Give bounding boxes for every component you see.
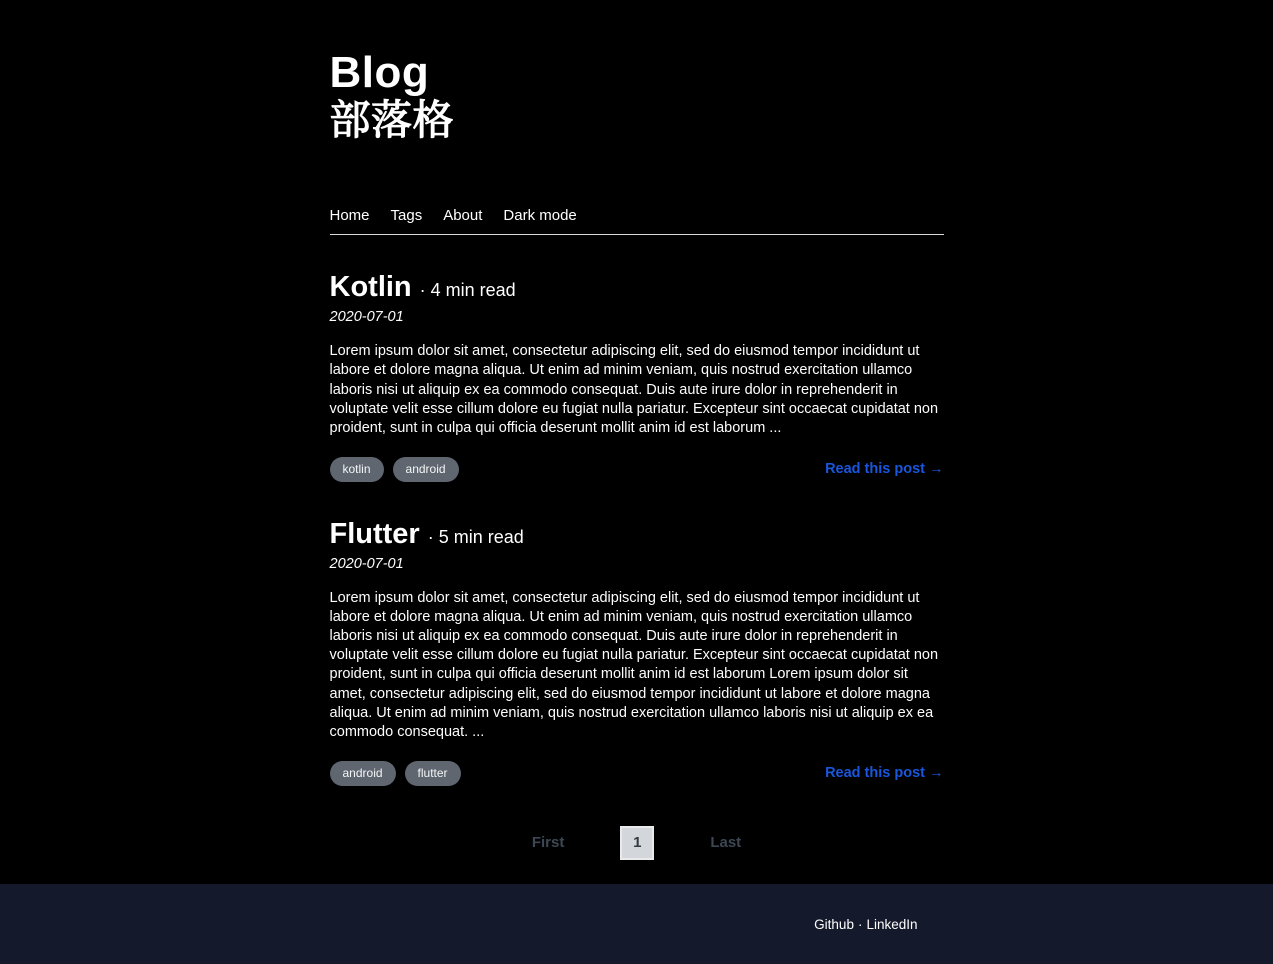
nav-item-home[interactable]: Home	[329, 207, 370, 225]
post-date: 2020-07-01	[329, 309, 404, 326]
tag-android[interactable]: android	[330, 761, 396, 786]
site-title-zh: 部落格	[329, 96, 454, 143]
post-card-flutter	[330, 518, 944, 786]
linkedin-link[interactable]: LinkedIn	[866, 916, 918, 932]
post-footer	[330, 457, 944, 482]
footer	[0, 884, 1273, 964]
main-nav	[330, 207, 944, 235]
post-card-kotlin	[330, 271, 944, 482]
post-header	[330, 518, 944, 551]
site-title	[330, 0, 944, 143]
footer-separator: ·	[857, 916, 863, 932]
post-read-time: · 4 min read	[419, 280, 516, 301]
content-column	[330, 0, 944, 860]
github-link[interactable]: Github	[814, 916, 854, 932]
nav-item-dark-mode-toggle[interactable]: Dark mode	[503, 207, 577, 225]
tag-kotlin[interactable]: kotlin	[330, 457, 384, 482]
post-excerpt: Lorem ipsum dolor sit amet, consectetur adipiscing elit, sed do eiusmod tempor incididunt ut labore et dolore magna aliqua. Ut enim ad minim veniam, quis nostrud exercitation ullamco laboris nisi ut aliquip ex ea commodo consequat. Duis aute irure dolor in reprehenderit in voluptate velit esse cillum dolore eu fugiat nulla pariatur. Excepteur sint occaecat cupidatat non proident, sunt in culpa qui officia deserunt mollit anim id est laborum ...	[329, 343, 939, 436]
nav-item-tags[interactable]: Tags	[390, 207, 423, 225]
tag-flutter[interactable]: flutter	[405, 761, 461, 786]
site-title-en: Blog	[329, 48, 430, 97]
post-read-time: · 5 min read	[427, 526, 524, 547]
pagination-last-button[interactable]: Last	[710, 834, 742, 852]
footer-links	[330, 917, 944, 932]
pagination	[330, 826, 944, 860]
read-post-link[interactable]: Read this post →	[825, 765, 944, 782]
post-title[interactable]: Flutter	[329, 517, 420, 550]
post-excerpt: Lorem ipsum dolor sit amet, consectetur adipiscing elit, sed do eiusmod tempor incididunt ut labore et dolore magna aliqua. Ut enim ad minim veniam, quis nostrud exercitation ullamco laboris nisi ut aliquip ex ea commodo consequat. Duis aute irure dolor in reprehenderit in voluptate velit esse cillum dolore eu fugiat nulla pariatur. Excepteur sint occaecat cupidatat non proident, sunt in culpa qui officia deserunt mollit anim id est laborum Lorem ipsum dolor sit amet, consectetur adipiscing elit, sed do eiusmod tempor incididunt ut labore et dolore magna aliqua. Ut enim ad minim veniam, quis nostrud exercitation ullamco laboris nisi ut aliquip ex ea commodo consequat. ...	[329, 589, 939, 740]
read-post-link[interactable]: Read this post →	[825, 461, 944, 478]
post-footer	[330, 761, 944, 786]
post-header	[330, 271, 944, 304]
tag-android[interactable]: android	[393, 457, 459, 482]
pagination-current-page[interactable]: 1	[620, 826, 654, 860]
post-title[interactable]: Kotlin	[329, 271, 412, 304]
nav-item-about[interactable]: About	[443, 207, 483, 225]
tag-list	[330, 761, 461, 786]
tag-list	[330, 457, 459, 482]
post-date: 2020-07-01	[329, 555, 404, 572]
pagination-first-button[interactable]: First	[531, 834, 565, 852]
